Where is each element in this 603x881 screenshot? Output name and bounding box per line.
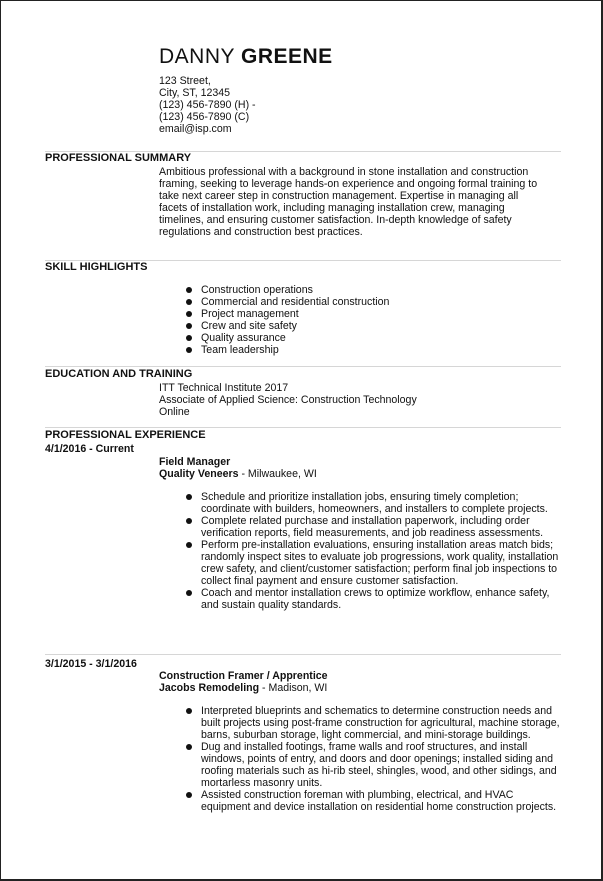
first-name: DANNY (159, 45, 235, 68)
job-location: - Milwaukee, WI (238, 468, 317, 480)
job-duty: Coach and mentor installation crews to optimize workflow, enhance safety, and sustain quality standards. (185, 587, 560, 611)
contact-cell-phone: (123) 456-7890 (C) (159, 111, 250, 123)
job-header (159, 456, 317, 480)
section-divider (45, 366, 561, 367)
job-duty: Assisted construction foreman with plumbing, electrical, and HVAC equipment and device installation on residential home construction projects. (185, 789, 560, 813)
candidate-name (159, 45, 333, 69)
education-degree: Associate of Applied Science: Construction Technology (159, 394, 417, 406)
skill-item: Construction operations (185, 284, 565, 296)
job-dates: 3/1/2015 - 3/1/2016 (45, 658, 137, 670)
job-location: - Madison, WI (259, 682, 328, 694)
education-block (159, 382, 417, 418)
experience-heading: PROFESSIONAL EXPERIENCE (45, 429, 206, 441)
job-title: Construction Framer / Apprentice (159, 670, 328, 682)
contact-block (159, 75, 256, 135)
education-school: ITT Technical Institute 2017 (159, 382, 289, 394)
job-duty: Dug and installed footings, frame walls and roof structures, and install windows, points of entry, and doors and door openings; installed siding and roofing materials such as hi-rib steel, shingles, wood, and other sidings, and mortarless masonry units. (185, 741, 560, 789)
summary-heading: PROFESSIONAL SUMMARY (45, 152, 192, 164)
job-company: Jacobs Remodeling (159, 682, 260, 694)
section-divider (45, 654, 561, 655)
job-title: Field Manager (159, 456, 231, 468)
skill-item: Team leadership (185, 344, 565, 356)
contact-email: email@isp.com (159, 123, 232, 135)
job-duties (185, 491, 560, 611)
job-duty: Schedule and prioritize installation jobs, ensuring timely completion; coordinate with builders, homeowners, and installers to complete projects. (185, 491, 560, 515)
contact-city: City, ST, 12345 (159, 87, 231, 99)
job-duty: Perform pre-installation evaluations, ensuring installation areas match bids; randomly inspect sites to evaluate job progressions, work quality, installation crew safety, and client/customer satisfaction; perform final job inspections to collect final payment and ensure customer satisfaction. (185, 539, 560, 587)
job-duty: Complete related purchase and installation paperwork, including order verification reports, field measurements, and job readiness assessments. (185, 515, 560, 539)
section-divider (45, 427, 561, 428)
skill-item: Quality assurance (185, 332, 565, 344)
contact-street: 123 Street, (159, 75, 211, 87)
skills-list (185, 284, 565, 356)
job-dates: 4/1/2016 - Current (45, 443, 134, 455)
education-mode: Online (159, 406, 190, 418)
job-duties (185, 705, 560, 813)
skill-item: Project management (185, 308, 565, 320)
job-company: Quality Veneers (159, 468, 239, 480)
skill-item: Crew and site safety (185, 320, 565, 332)
job-header (159, 670, 328, 694)
job-duty: Interpreted blueprints and schematics to determine construction needs and built projects using post-frame construction for agricultural, machine storage, barns, suburban storage, light commercial, and mini-storage buildings. (185, 705, 560, 741)
education-heading: EDUCATION AND TRAINING (45, 368, 193, 380)
contact-home-phone: (123) 456-7890 (H) - (159, 99, 256, 111)
summary-text: Ambitious professional with a background in stone installation and construction framing, seeking to leverage hands-on experience and ongoing formal training to take next career step in construction management. Expertise in managing all facets of installation work, including managing installation crew, managing timelines, and ensuring customer satisfaction. In-depth knowledge of safety regulations and construction best practices. (159, 166, 538, 238)
skills-heading: SKILL HIGHLIGHTS (45, 261, 148, 273)
last-name: GREENE (240, 45, 333, 68)
skill-item: Commercial and residential construction (185, 296, 565, 308)
